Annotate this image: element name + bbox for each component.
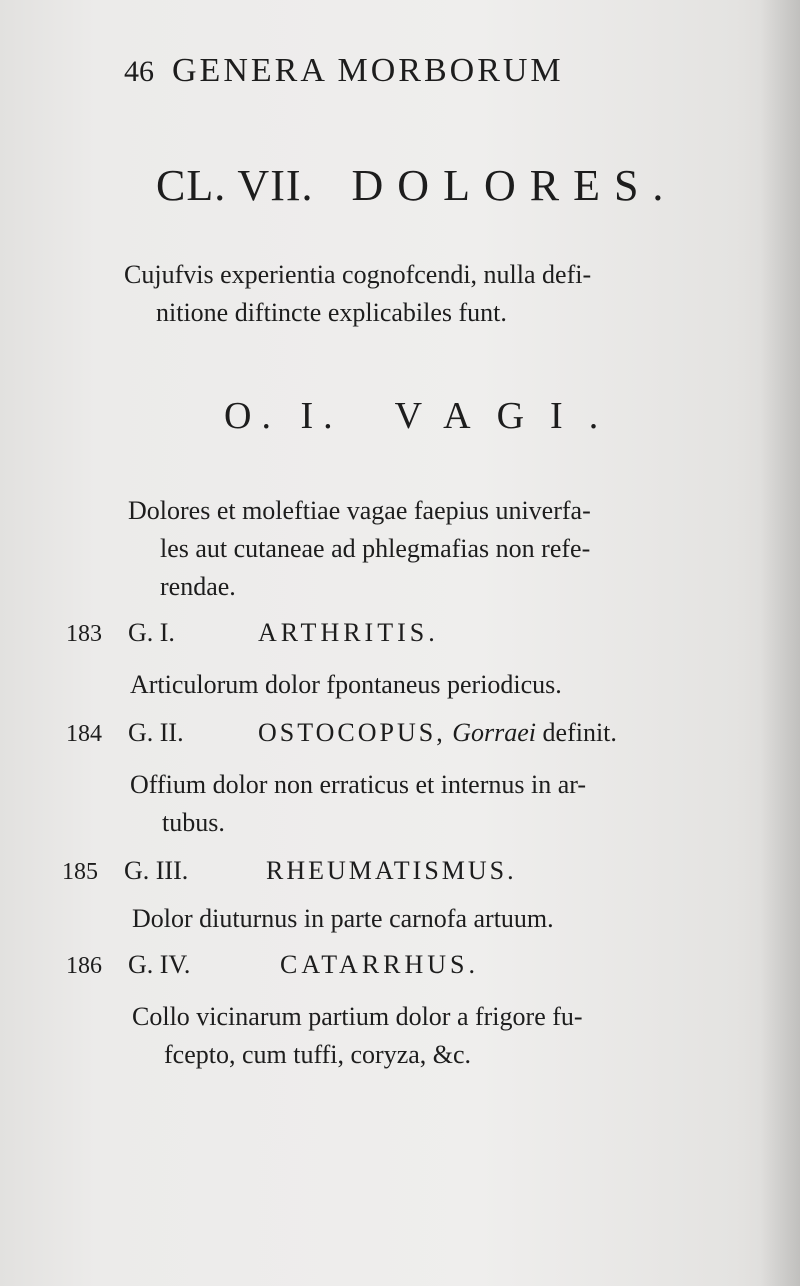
genus-label: G. I. xyxy=(128,618,175,647)
genus-number: 184 xyxy=(66,721,102,747)
genus-name: ARTHRITIS. xyxy=(258,618,439,647)
genus-author: Gorraei xyxy=(452,718,537,747)
running-title: GENERA MORBORUM xyxy=(172,52,564,89)
genus-heading xyxy=(66,950,479,980)
text-line: les aut cutaneae ad phlegmafias non refe- xyxy=(160,534,591,563)
text-line: Dolores et moleftiae vagae faepius univerfa- xyxy=(128,496,591,525)
order-description xyxy=(128,492,591,606)
genus-heading xyxy=(66,618,439,648)
genus-description xyxy=(130,766,586,842)
order-heading xyxy=(224,394,624,438)
genus-number: 183 xyxy=(66,621,102,647)
order-number: O. I. xyxy=(224,395,343,437)
genus-label: G. IV. xyxy=(128,950,191,979)
genus-number: 186 xyxy=(66,953,102,979)
genus-name: OSTOCOPUS, xyxy=(258,718,446,747)
text-line: Articulorum dolor fpontaneus periodicus. xyxy=(130,670,562,699)
class-number: CL. VII. xyxy=(156,161,314,210)
genus-heading xyxy=(62,856,517,886)
genus-description xyxy=(132,900,554,938)
text-line: rendae. xyxy=(160,572,236,601)
genus-number: 185 xyxy=(62,859,98,885)
genus-label: G. II. xyxy=(128,718,184,747)
genus-description xyxy=(130,666,562,704)
genus-author-suffix: definit. xyxy=(542,718,617,747)
page-number: 46 xyxy=(124,55,154,88)
genus-name: CATARRHUS. xyxy=(280,950,480,979)
genus-description xyxy=(132,998,583,1074)
genus-name: RHEUMATISMUS. xyxy=(266,856,517,885)
genus-label: G. III. xyxy=(124,856,189,885)
class-heading xyxy=(156,160,677,211)
order-name: VAGI. xyxy=(394,395,625,437)
text-line: nitione diftincte explicabiles funt. xyxy=(156,298,507,327)
text-line: Offium dolor non erraticus et internus in ar- xyxy=(130,770,587,799)
text-line: fcepto, cum tuffi, coryza, &c. xyxy=(164,1040,472,1069)
text-line: tubus. xyxy=(162,808,225,837)
class-description xyxy=(124,256,591,332)
page-shadow xyxy=(760,0,800,1286)
genus-heading xyxy=(66,718,617,748)
text-line: Collo vicinarum partium dolor a frigore fu- xyxy=(132,1002,583,1031)
text-line: Cujufvis experientia cognofcendi, nulla defi- xyxy=(124,260,592,289)
running-head xyxy=(124,52,564,90)
text-line: Dolor diuturnus in parte carnofa artuum. xyxy=(132,904,554,933)
class-name: DOLORES. xyxy=(351,161,678,210)
